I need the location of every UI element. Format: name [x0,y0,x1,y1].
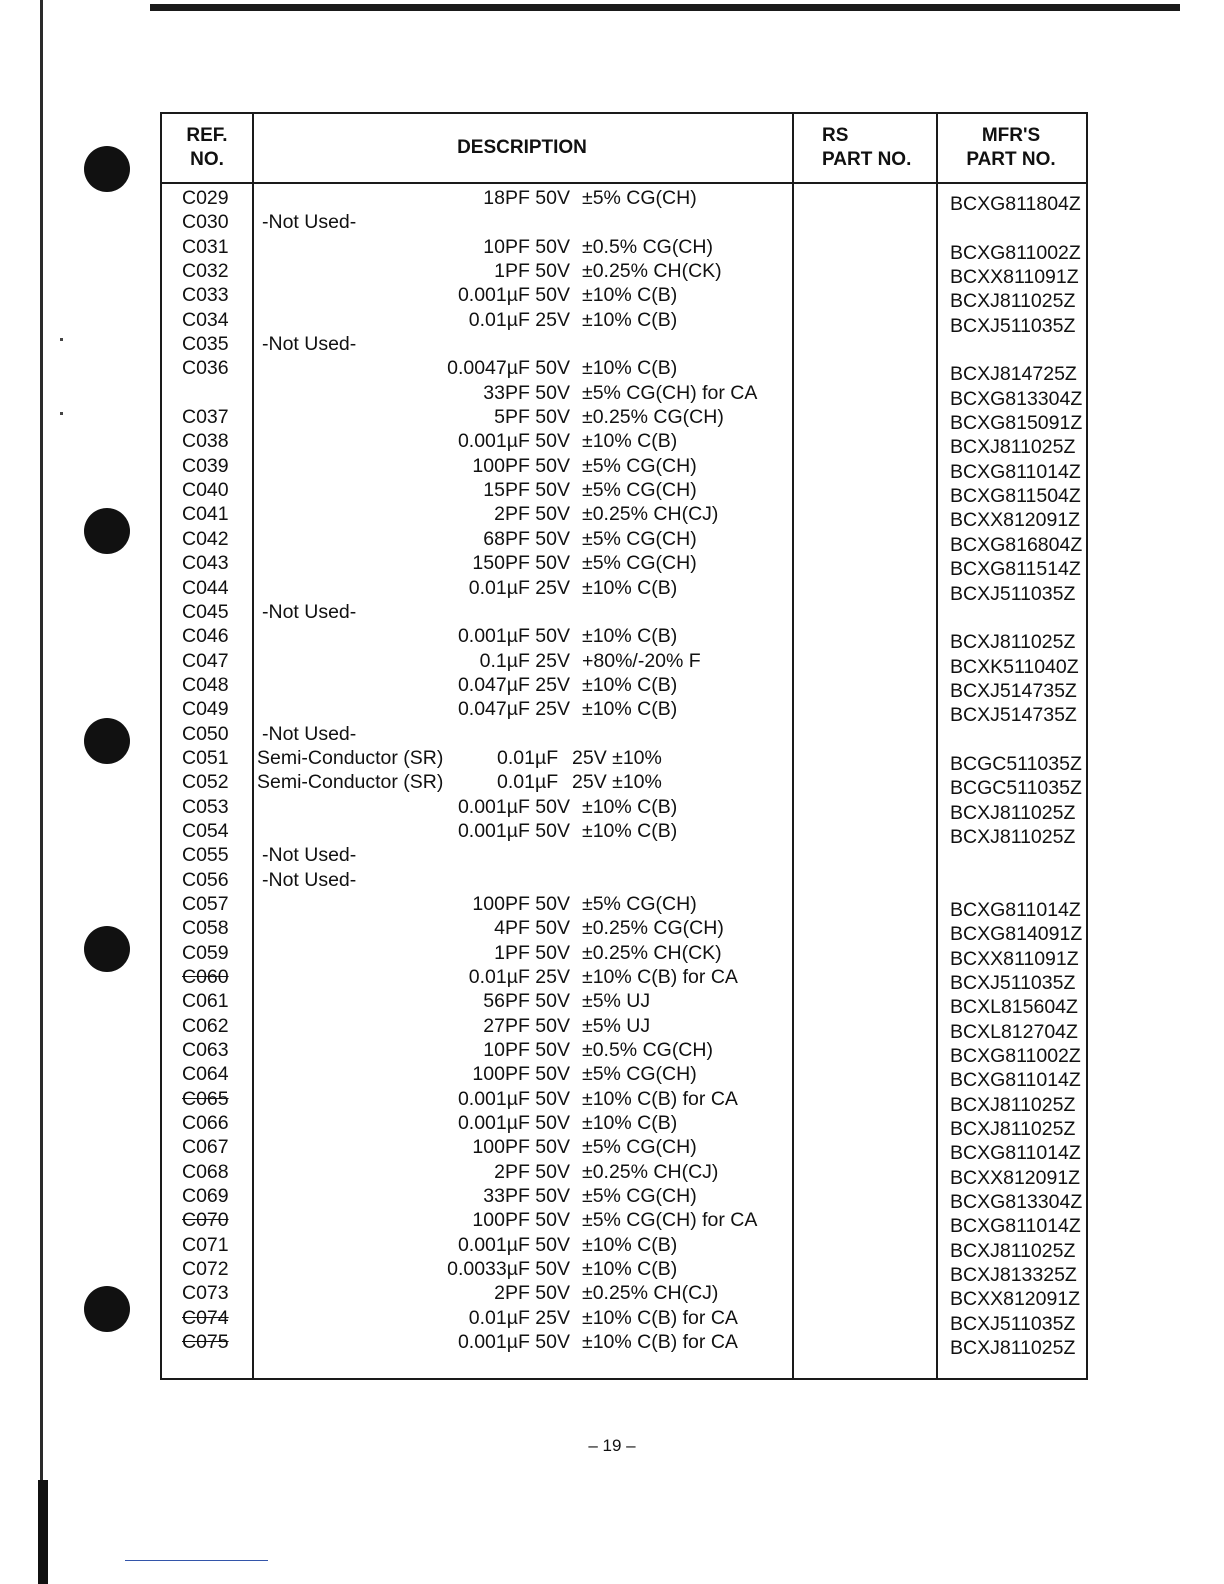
description-spec: ±10% C(B) for CA [582,1306,738,1329]
scan-bottom-mark [125,1560,268,1561]
description-value: 0.01µF 25V [468,1306,570,1329]
table-row [162,600,1086,624]
ref-no: C036 [182,357,229,380]
parts-table [160,112,1088,1380]
table-row [162,941,1086,970]
description-value: 0.001µF 50V [457,795,570,818]
description-value: 0.1µF 25V [479,649,570,672]
ref-no: C043 [182,552,229,575]
ref-no: C074 [182,1306,229,1329]
description-spec: ±10% C(B) [582,795,678,818]
mfr-part-no: BCXJ511035Z [950,972,1076,994]
table-row [162,1038,1086,1068]
binder-hole-5 [84,1286,130,1332]
mfr-part-no: BCXX811091Z [950,266,1079,289]
mfr-part-no: BCXJ811025Z [950,1239,1076,1262]
description-value: 33PF 50V [483,1185,570,1208]
mfr-part-no: BCXJ811025Z [950,1118,1076,1141]
ref-no: C057 [182,892,229,915]
description-spec: ±5% CG(CH) [582,1185,697,1208]
description-spec: ±0.25% CG(CH) [582,917,724,940]
ref-no: C034 [182,308,229,331]
header-ref-line1: REF. [186,125,228,146]
mfr-part-no: BCXJ811025Z [950,290,1076,313]
mfr-part-no: BCXJ514735Z [950,679,1077,702]
table-row [162,1087,1086,1116]
description-spec: ±5% CG(CH) [582,552,697,575]
description-spec: ±5% CG(CH) [582,527,697,550]
mfr-part-no: BCXJ811025Z [950,825,1076,848]
ref-no: C062 [182,1014,229,1037]
ref-no: C073 [182,1282,229,1305]
description-value: 0.01µF 25V [468,308,570,331]
ref-no: C051 [182,746,229,769]
table-row [162,1208,1086,1238]
description-spec: ±10% C(B) for CA [582,966,738,988]
description-value: 0.047µF 25V [457,673,570,696]
description-spec: ±0.25% CH(CK) [582,941,722,964]
description-value: 150PF 50V [472,552,570,575]
description-note: -Not Used- [262,844,357,867]
description-spec: ±5% CG(CH) [582,892,697,915]
ref-no: C053 [182,795,229,818]
description-value: 0.001µF 50V [457,625,570,648]
description-spec: +80%/-20% F [582,649,701,672]
header-rs-line2: PART NO. [822,149,912,170]
table-row [162,746,1086,775]
description-spec: ±0.5% CG(CH) [582,1039,713,1062]
binder-hole-2 [84,508,130,554]
mfr-part-no: BCGC511035Z [950,777,1082,800]
mfr-part-no: BCXG816804Z [950,533,1083,556]
mfr-part-no: BCXJ511035Z [950,314,1076,337]
scan-top-rule [150,4,1180,11]
ref-no: C046 [182,625,229,648]
description-spec: ±5% CG(CH) [582,479,697,502]
ref-no: C072 [182,1258,229,1281]
description-value: 1PF 50V [494,260,570,283]
ref-no: C058 [182,917,229,940]
ref-no: C044 [182,576,229,599]
description-spec: ±10% C(B) for CA [582,1087,738,1110]
ref-no: C033 [182,284,229,307]
ref-no: C054 [182,819,229,842]
mfr-part-no: BCXG811014Z [950,460,1081,483]
description-spec: ±0.5% CG(CH) [582,235,713,258]
ref-no: C030 [182,211,229,234]
description-spec: ±10% C(B) [582,673,678,696]
mfr-part-no: BCXG813304Z [950,387,1083,410]
table-row [162,649,1086,678]
description-value: 0.001µF 50V [457,430,570,453]
mfr-part-no: BCXG814091Z [950,923,1083,946]
table-row [162,697,1086,727]
ref-no: C045 [182,600,229,623]
description-note: -Not Used- [262,600,357,623]
table-row [162,843,1086,867]
mfr-part-no: BCXG811804Z [950,193,1081,215]
ref-no: C047 [182,649,229,672]
description-value: 1PF 50V [494,941,570,964]
mfr-part-no: BCXJ811025Z [950,631,1076,654]
description-spec: ±10% C(B) [582,357,678,380]
description-note: -Not Used- [262,868,357,891]
table-row [162,819,1086,848]
mfr-part-no: BCXX812091Z [950,1166,1081,1189]
binder-hole-1 [84,146,130,192]
ref-no: C066 [182,1112,229,1135]
ref-no: C064 [182,1063,229,1086]
description-spec: ±0.25% CH(CK) [582,260,722,283]
scan-speck [60,338,63,341]
table-row [162,576,1086,605]
description-spec: 25V ±10% [572,771,662,794]
mfr-part-no: BCGC511035Z [950,752,1082,775]
table-row [162,1184,1086,1214]
table-row [162,722,1086,746]
description-note: -Not Used- [262,722,357,745]
description-value: 2PF 50V [494,503,570,526]
header-divider [162,182,1086,184]
description-spec: ±10% C(B) [582,698,678,721]
description-spec: ±10% C(B) [582,1258,678,1281]
description-value: 0.001µF 50V [457,284,570,307]
mfr-part-no: BCXG811014Z [950,898,1081,921]
table-row [162,429,1086,459]
mfr-part-no: BCXJ811025Z [950,436,1076,459]
mfr-part-no: BCXG811002Z [950,241,1081,264]
ref-no: C041 [182,503,229,526]
description-spec: ±10% C(B) [582,819,678,842]
description-value: 0.01µF [497,746,559,769]
description-value: 27PF 50V [483,1014,570,1037]
table-row [162,478,1086,508]
header-mfr-line2: PART NO. [966,149,1056,170]
mfr-part-no: BCXJ813325Z [950,1264,1077,1287]
description-value: 0.001µF 50V [457,1233,570,1256]
table-body [162,186,1086,1360]
description-value: 18PF 50V [483,187,570,209]
ref-no: C049 [182,698,229,721]
scan-left-edge-shadow [38,1480,48,1584]
ref-no: C035 [182,333,229,356]
table-row [162,235,1086,264]
header-rs-line1: RS [822,125,849,146]
mfr-part-no: BCXG813304Z [950,1191,1083,1214]
ref-no: C048 [182,673,229,696]
ref-no: C071 [182,1233,229,1256]
description-spec: ±10% C(B) [582,576,678,599]
mfr-part-no: BCXX811091Z [950,947,1079,970]
table-row [162,1135,1086,1165]
table-row [162,1160,1086,1189]
mfr-part-no: BCXJ814725Z [950,363,1077,386]
mfr-part-no: BCXX812091Z [950,1288,1081,1311]
ref-no: C068 [182,1160,229,1183]
description-value: 0.0033µF 50V [447,1258,570,1281]
description-spec: ±0.25% CH(CJ) [582,503,719,526]
mfr-part-no: BCXX812091Z [950,509,1081,532]
mfr-part-no: BCXK511040Z [950,655,1079,678]
description-value: 100PF 50V [472,1136,570,1159]
description-value: 68PF 50V [483,527,570,550]
scan-left-edge [40,0,43,1584]
header-mfr-part-no [936,114,1086,182]
mfr-part-no: BCXJ811025Z [950,1337,1076,1360]
description-type: Semi-Conductor (SR) [257,746,444,769]
mfr-part-no: BCXJ514735Z [950,704,1077,727]
description-type: Semi-Conductor (SR) [257,771,444,794]
mfr-part-no: BCXJ811025Z [950,801,1076,824]
description-spec: 25V ±10% [572,746,662,769]
mfr-part-no: BCXJ511035Z [950,582,1076,605]
table-row [162,381,1086,410]
description-value: 0.001µF 50V [457,819,570,842]
scan-speck [60,412,63,415]
table-row [162,989,1086,1019]
description-value: 0.01µF [497,771,559,794]
ref-no: C070 [182,1209,229,1232]
table-row [162,868,1086,892]
description-spec: ±10% C(B) [582,1112,678,1135]
table-row [162,527,1086,556]
header-description-label: DESCRIPTION [457,137,587,158]
description-value: 100PF 50V [472,1063,570,1086]
table-row [162,454,1086,483]
table-row [162,405,1086,435]
table-row [162,186,1086,215]
description-value: 100PF 50V [472,892,570,915]
description-value: 0.047µF 25V [457,698,570,721]
ref-no: C067 [182,1136,229,1159]
ref-no: C065 [182,1087,229,1110]
description-value: 10PF 50V [483,1039,570,1062]
ref-no: C040 [182,479,229,502]
mfr-part-no: BCXG811514Z [950,558,1081,581]
ref-no: C052 [182,771,229,794]
description-spec: ±5% CG(CH) for CA [582,381,758,404]
description-value: 0.001µF 50V [457,1087,570,1110]
description-spec: ±10% C(B) for CA [582,1331,738,1354]
description-spec: ±10% C(B) [582,430,678,453]
mfr-part-no: BCXG811014Z [950,1069,1081,1092]
description-value: 0.01µF 25V [468,966,570,988]
description-spec: ±0.25% CH(CJ) [582,1282,719,1305]
mfr-part-no: BCXG811002Z [950,1045,1081,1068]
ref-no: C061 [182,990,229,1013]
description-value: 4PF 50V [494,917,570,940]
description-value: 100PF 50V [472,454,570,477]
description-value: 10PF 50V [483,235,570,258]
table-row [162,308,1086,337]
description-spec: ±5% CG(CH) for CA [582,1209,758,1232]
description-value: 5PF 50V [494,406,570,429]
description-spec: ±5% CG(CH) [582,1136,697,1159]
description-spec: ±5% CG(CH) [582,187,697,209]
description-value: 56PF 50V [483,990,570,1013]
ref-no: C039 [182,454,229,477]
table-row [162,1111,1086,1141]
table-row [162,965,1086,994]
description-value: 2PF 50V [494,1160,570,1183]
mfr-part-no: BCXG811014Z [950,1142,1081,1165]
table-row [162,1233,1086,1262]
table-row [162,795,1086,824]
description-value: 33PF 50V [483,381,570,404]
description-spec: ±0.25% CG(CH) [582,406,724,429]
description-spec: ±5% UJ [582,990,651,1013]
description-value: 0.01µF 25V [468,576,570,599]
ref-no: C037 [182,406,229,429]
header-description [252,114,792,182]
header-ref-no [162,114,252,182]
description-spec: ±5% UJ [582,1014,651,1037]
table-row [162,673,1086,702]
table-row [162,1330,1086,1360]
description-note: -Not Used- [262,333,357,356]
description-spec: ±10% C(B) [582,284,678,307]
mfr-part-no: BCXG811014Z [950,1215,1081,1238]
description-spec: ±5% CG(CH) [582,454,697,477]
description-value: 15PF 50V [483,479,570,502]
table-row [162,210,1086,234]
description-spec: ±10% C(B) [582,625,678,648]
ref-no: C075 [182,1331,229,1354]
header-mfr-line1: MFR'S [981,125,1041,146]
description-value: 0.0047µF 50V [447,357,570,380]
description-spec: ±5% CG(CH) [582,1063,697,1086]
table-row [162,770,1086,800]
header-rs-part-no [822,114,936,182]
description-value: 0.001µF 50V [457,1112,570,1135]
description-spec: ±0.25% CH(CJ) [582,1160,719,1183]
table-row [162,259,1086,289]
table-row [162,283,1086,313]
table-row [162,502,1086,532]
description-note: -Not Used- [262,211,357,234]
table-row [162,551,1086,581]
table-row [162,1306,1086,1335]
binder-hole-4 [84,926,130,972]
mfr-part-no: BCXL815604Z [950,996,1078,1019]
ref-no: C060 [182,966,229,988]
ref-no: C038 [182,430,229,453]
mfr-part-no: BCXG815091Z [950,412,1083,435]
table-row [162,624,1086,654]
mfr-part-no: BCXJ811025Z [950,1093,1076,1116]
mfr-part-no: BCXL812704Z [950,1020,1078,1043]
table-row [162,1014,1086,1043]
table-row [162,1257,1086,1287]
table-row [162,1281,1086,1311]
ref-no: C042 [182,527,229,550]
ref-no: C031 [182,235,229,258]
ref-no: C059 [182,941,229,964]
ref-no: C055 [182,844,229,867]
ref-no: C050 [182,722,229,745]
description-value: 2PF 50V [494,1282,570,1305]
header-ref-line2: NO. [190,149,224,170]
description-value: 100PF 50V [472,1209,570,1232]
ref-no: C032 [182,260,229,283]
mfr-part-no: BCXJ511035Z [950,1312,1076,1335]
table-row [162,1062,1086,1092]
binder-hole-3 [84,718,130,764]
ref-no: C056 [182,868,229,891]
table-row [162,916,1086,946]
description-value: 0.001µF 50V [457,1331,570,1354]
ref-no: C069 [182,1185,229,1208]
ref-no: C063 [182,1039,229,1062]
description-spec: ±10% C(B) [582,308,678,331]
mfr-part-no: BCXG811504Z [950,485,1081,508]
table-row [162,356,1086,386]
table-row [162,332,1086,356]
description-spec: ±10% C(B) [582,1233,678,1256]
ref-no: C029 [182,187,229,209]
table-row [162,892,1086,921]
page-number: – 19 – [588,1436,636,1455]
